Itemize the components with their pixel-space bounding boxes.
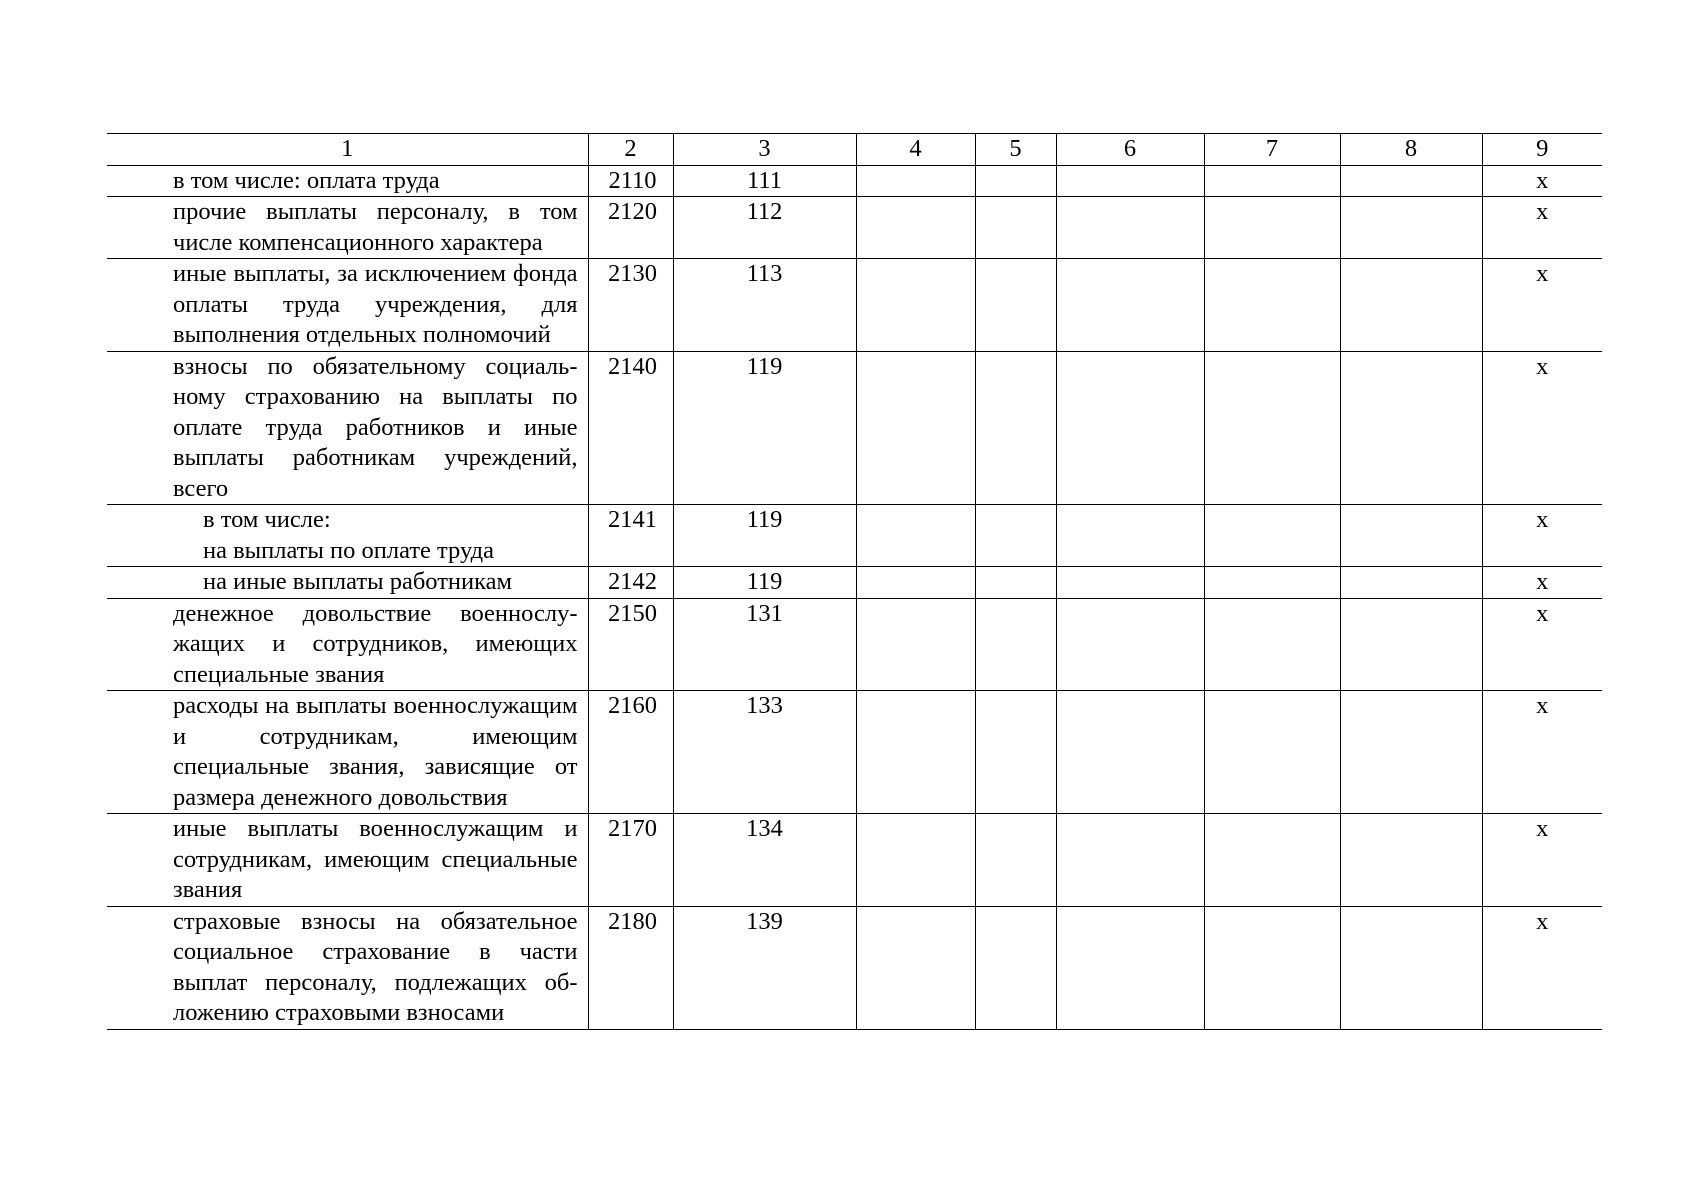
row-col7-value [1204,814,1340,907]
row-kbk-code: 111 [673,165,856,197]
table-row [107,259,1602,352]
row-col4-value [856,906,975,1029]
row-col9-value: х [1482,259,1602,352]
header-row [107,134,1602,166]
row-col4-value [856,259,975,352]
row-col7-value [1204,165,1340,197]
row-col7-value [1204,906,1340,1029]
row-line-code: 2141 [588,505,673,567]
table-row [107,814,1602,907]
row-description: на иные выплаты работникам [107,567,588,599]
row-col7-value [1204,598,1340,691]
row-col6-value [1056,906,1204,1029]
row-col7-value [1204,259,1340,352]
row-col9-value: х [1482,691,1602,814]
row-col8-value [1340,567,1482,599]
row-col4-value [856,165,975,197]
row-col7-value [1204,505,1340,567]
row-col4-value [856,814,975,907]
table-row [107,505,1602,567]
row-col5-value [975,505,1056,567]
row-col8-value [1340,351,1482,505]
row-col6-value [1056,165,1204,197]
row-col6-value [1056,505,1204,567]
row-col9-value: х [1482,505,1602,567]
row-col5-value [975,814,1056,907]
row-line-code: 2120 [588,197,673,259]
row-col6-value [1056,567,1204,599]
row-line-code: 2160 [588,691,673,814]
row-col9-value: х [1482,197,1602,259]
row-col6-value [1056,814,1204,907]
row-col4-value [856,505,975,567]
row-col4-value [856,197,975,259]
row-description: страховые взносы на обязательное социальное страхование в части выплат персоналу, подлежащих обложению страховыми взносами [107,906,588,1029]
row-col6-value [1056,259,1204,352]
row-col9-value: х [1482,351,1602,505]
row-line-code: 2130 [588,259,673,352]
row-col5-value [975,906,1056,1029]
row-col7-value [1204,691,1340,814]
row-line-code: 2180 [588,906,673,1029]
table-row [107,567,1602,599]
row-col4-value [856,691,975,814]
row-col4-value [856,351,975,505]
row-description: денежное довольствие военнослужащих и сотрудников, имеющих специальные звания [107,598,588,691]
table-row [107,691,1602,814]
row-col8-value [1340,598,1482,691]
row-description: прочие выплаты персоналу, в том числе компенсационного характера [107,197,588,259]
row-kbk-code: 133 [673,691,856,814]
row-line-code: 2142 [588,567,673,599]
row-col5-value [975,567,1056,599]
row-description: иные выплаты военнослужащим и сотрудникам, имеющим специальные звания [107,814,588,907]
row-line-code: 2140 [588,351,673,505]
row-col4-value [856,567,975,599]
row-description: в том числе: оплата труда [107,165,588,197]
data-table [107,133,1602,1030]
row-description: расходы на выплаты военнослужащим и сотрудникам, имеющим специальные звания, зависящие от размера денежного довольствия [107,691,588,814]
row-col8-value [1340,165,1482,197]
row-col5-value [975,598,1056,691]
table-row [107,598,1602,691]
column-header: 4 [856,134,975,166]
row-col5-value [975,351,1056,505]
column-header: 3 [673,134,856,166]
row-kbk-code: 134 [673,814,856,907]
row-col9-value: х [1482,598,1602,691]
row-kbk-code: 113 [673,259,856,352]
table-row [107,906,1602,1029]
column-header: 7 [1204,134,1340,166]
column-header: 1 [107,134,588,166]
row-col8-value [1340,197,1482,259]
row-col4-value [856,598,975,691]
row-description: иные выплаты, за исключением фонда оплаты труда учреждения, для выполнения отдельных полномочий [107,259,588,352]
row-col8-value [1340,505,1482,567]
row-col5-value [975,691,1056,814]
row-description: взносы по обязательному социальному страхованию на выплаты по оплате труда работников и иные выплаты работникам учреждений, всего [107,351,588,505]
row-col6-value [1056,197,1204,259]
column-header: 6 [1056,134,1204,166]
column-header: 2 [588,134,673,166]
row-col7-value [1204,197,1340,259]
row-kbk-code: 119 [673,505,856,567]
row-col8-value [1340,691,1482,814]
row-col7-value [1204,567,1340,599]
table-row [107,197,1602,259]
row-col9-value: х [1482,814,1602,907]
table-row [107,351,1602,505]
column-header: 9 [1482,134,1602,166]
row-col8-value [1340,906,1482,1029]
row-col5-value [975,197,1056,259]
row-col9-value: х [1482,567,1602,599]
row-col5-value [975,165,1056,197]
column-header: 8 [1340,134,1482,166]
row-col8-value [1340,259,1482,352]
row-col6-value [1056,351,1204,505]
row-line-code: 2170 [588,814,673,907]
row-kbk-code: 139 [673,906,856,1029]
row-kbk-code: 131 [673,598,856,691]
row-kbk-code: 119 [673,351,856,505]
row-col9-value: х [1482,906,1602,1029]
row-line-code: 2150 [588,598,673,691]
row-col8-value [1340,814,1482,907]
row-description: в том числе: на выплаты по оплате труда [107,505,588,567]
row-col5-value [975,259,1056,352]
row-col6-value [1056,598,1204,691]
column-header: 5 [975,134,1056,166]
table-body [107,165,1602,1029]
row-kbk-code: 119 [673,567,856,599]
row-kbk-code: 112 [673,197,856,259]
row-line-code: 2110 [588,165,673,197]
row-col7-value [1204,351,1340,505]
table-row [107,165,1602,197]
row-col6-value [1056,691,1204,814]
row-col9-value: х [1482,165,1602,197]
